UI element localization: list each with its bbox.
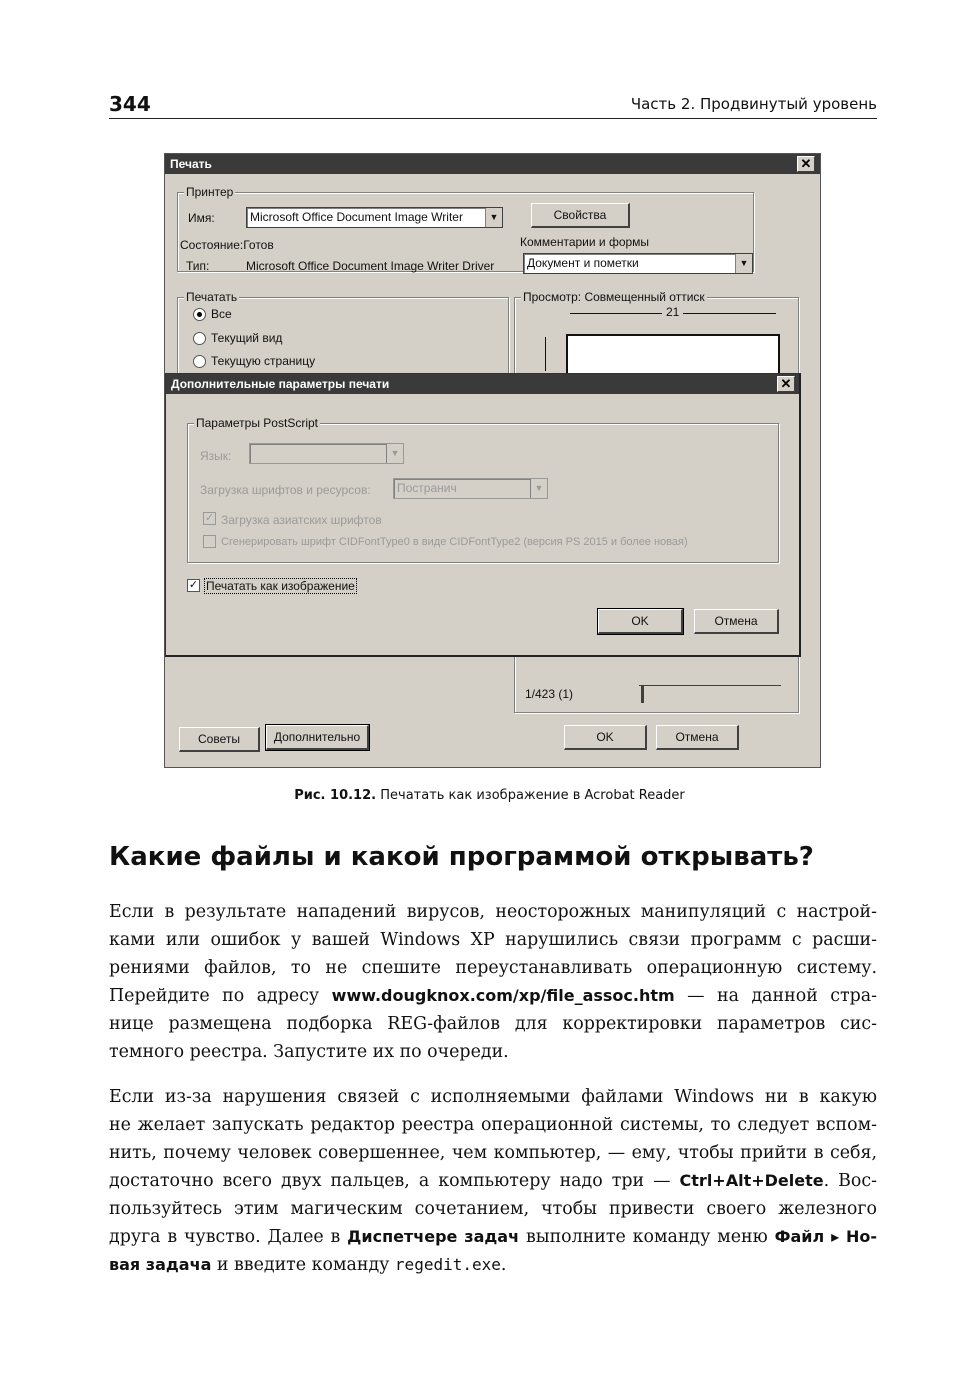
text-fragment: друга в чувство. Далее в (109, 1227, 341, 1247)
key-combo: Ctrl+Alt+Delete (679, 1171, 824, 1190)
status-key: Состояние: (180, 238, 244, 252)
text-fragment: и введите команду (216, 1255, 390, 1275)
chevron-down-icon: ▼ (735, 254, 752, 273)
print-dialog-titlebar (165, 154, 820, 174)
page-slider-track[interactable] (639, 685, 781, 686)
text-line: Если в результате нападений вирусов, неосторожных манипуляций с настрой- (109, 902, 877, 922)
print-ok-button[interactable]: OK (564, 725, 647, 750)
section-title: Какие файлы и какой программой открывать? (109, 842, 814, 872)
paragraph-2 (109, 1083, 877, 1279)
text-fragment: достаточно всего двух пальцев, а компьютеру надо три — (109, 1171, 671, 1191)
text-fragment: Перейдите по адресу (109, 986, 320, 1006)
comments-select-value: Документ и пометки (527, 256, 639, 270)
text-fragment: . Вос- (823, 1171, 878, 1191)
paragraph-1 (109, 898, 877, 1066)
running-title: Часть 2. Продвинутый уровень (630, 95, 877, 113)
type-value: Microsoft Office Document Image Writer Driver (246, 259, 495, 273)
radio-current-page[interactable] (193, 355, 206, 368)
radio-current-view[interactable] (193, 332, 206, 345)
advanced-ok-button[interactable]: OK (598, 609, 683, 634)
running-header (109, 92, 877, 119)
radio-current-page-label: Текущую страницу (211, 354, 316, 368)
print-dialog-title: Печать (170, 157, 212, 171)
text-line: не желает запускать редактор реестра операционной системы, то следует вспом- (109, 1115, 877, 1135)
type-label: Тип: (186, 259, 210, 273)
printer-select[interactable] (246, 207, 503, 228)
close-icon[interactable]: ✕ (797, 156, 815, 172)
close-icon[interactable]: ✕ (777, 376, 795, 392)
text-line (109, 1251, 877, 1279)
page-counter: 1/423 (1) (525, 687, 574, 701)
advanced-dialog-titlebar (166, 374, 799, 394)
asian-fonts-checkbox[interactable]: ✓ (204, 512, 215, 524)
text-line: нить, почему человек совершеннее, чем компьютер, — ему, чтобы прийти в себя, (109, 1143, 877, 1163)
page-slider-thumb[interactable] (641, 685, 644, 703)
text-fragment: выполните команду меню (525, 1227, 768, 1247)
text-line (109, 982, 877, 1010)
url-link[interactable]: www.dougknox.com/xp/file_assoc.htm (331, 986, 675, 1005)
preview-label: Просмотр: Совмещенный оттиск (523, 290, 705, 304)
preview-width-value: 21 (662, 305, 683, 319)
page-number: 344 (109, 92, 151, 116)
tips-button[interactable]: Советы (179, 727, 260, 752)
text-line: пользуйтесь этим магическим сочетанием, чтобы привести своего железного (109, 1199, 877, 1219)
page-preview (566, 334, 780, 376)
status-label (180, 238, 274, 252)
text-line: Если из-за нарушения связей с исполняемыми файлами Windows ни в какую (109, 1087, 877, 1107)
font-download-select[interactable] (393, 478, 548, 499)
text-line: ками или ошибок у вашей Windows XP нарушились связи программ с расши- (109, 930, 877, 950)
convert-fonts-label: Сгенерировать шрифт CIDFontType0 в виде CIDFontType2 (версия PS 2015 и более новая) (221, 536, 688, 548)
screenshot-figure (164, 153, 821, 768)
name-label: Имя: (188, 211, 215, 225)
advanced-button[interactable]: Дополнительно (266, 725, 369, 750)
caption-text: Печатать как изображение в Acrobat Reader (380, 788, 685, 803)
font-download-value: Постранич (397, 481, 457, 495)
level-label: Язык: (200, 449, 232, 463)
printer-group-label: Принтер (186, 185, 234, 199)
postscript-group-label: Параметры PostScript (196, 416, 318, 430)
text-line: темного реестра. Запустите их по очереди. (109, 1042, 509, 1062)
comments-select[interactable] (523, 253, 753, 274)
convert-fonts-checkbox[interactable] (203, 535, 216, 548)
asian-fonts-label: Загрузка азиатских шрифтов (221, 513, 382, 527)
menu-path: Файл ▸ Но- (774, 1227, 878, 1246)
radio-all[interactable] (193, 308, 206, 321)
text-line: рениями файлов, то не спешите переустанавливать операционную систему. (109, 958, 877, 978)
radio-all-label: Все (211, 307, 232, 321)
chevron-down-icon: ▼ (530, 479, 547, 498)
advanced-cancel-button[interactable]: Отмена (694, 609, 779, 634)
level-select[interactable] (249, 443, 404, 464)
print-range-label: Печатать (186, 290, 238, 304)
advanced-dialog-title: Дополнительные параметры печати (171, 377, 390, 391)
printer-select-value: Microsoft Office Document Image Writer (250, 210, 463, 224)
text-fragment: . (500, 1255, 507, 1275)
caption-number: Рис. 10.12. (294, 788, 377, 803)
text-line: нице размещена подборка REG-файлов для корректировки параметров сис- (109, 1014, 877, 1034)
term-task-manager: Диспетчере задач (347, 1227, 520, 1246)
chevron-down-icon: ▼ (485, 208, 502, 227)
text-line (109, 1167, 877, 1195)
text-fragment: — на данной стра- (687, 986, 878, 1006)
properties-button[interactable]: Свойства (531, 203, 630, 228)
status-value: Готов (243, 238, 274, 252)
text-line (109, 1223, 877, 1251)
print-as-image-label: Печатать как изображение (206, 579, 355, 593)
advanced-dialog (165, 373, 801, 657)
radio-current-view-label: Текущий вид (211, 331, 283, 345)
term-new-task: вая задача (109, 1255, 212, 1274)
height-ruler (545, 337, 546, 371)
command-code: regedit.exe (394, 1255, 501, 1274)
font-download-label: Загрузка шрифтов и ресурсов: (200, 483, 371, 497)
print-cancel-button[interactable]: Отмена (656, 725, 739, 750)
comments-label: Комментарии и формы (520, 235, 650, 249)
figure-caption (0, 788, 979, 803)
print-as-image-checkbox[interactable]: ✓ (188, 579, 199, 591)
chevron-down-icon: ▼ (386, 444, 403, 463)
